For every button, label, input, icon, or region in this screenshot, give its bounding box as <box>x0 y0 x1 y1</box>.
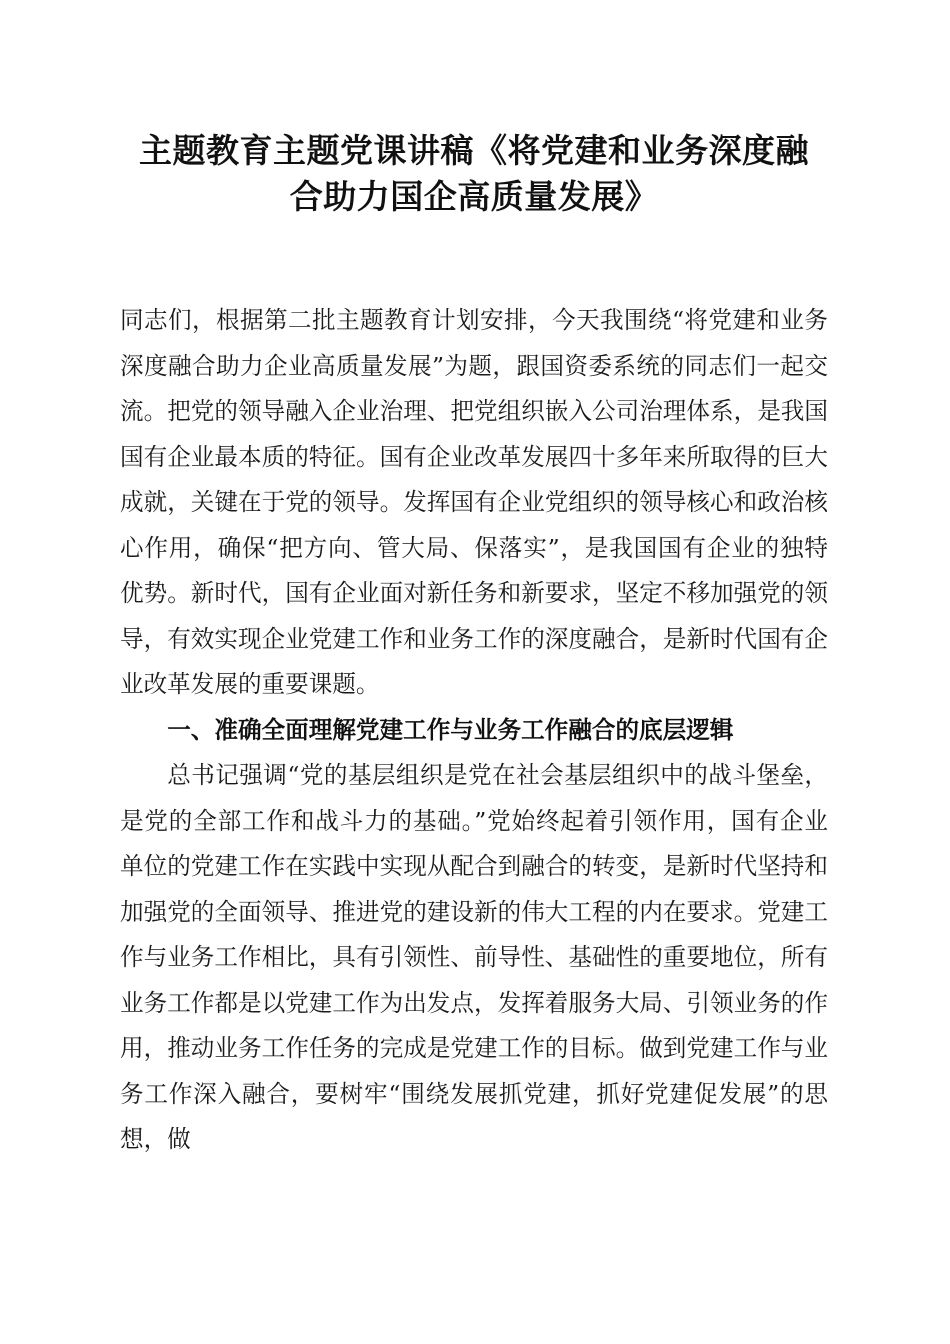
section-heading-1: 一、准确全面理解党建工作与业务工作融合的底层逻辑 <box>167 715 734 744</box>
document-page <box>120 128 828 1163</box>
title-line-1: 主题教育主题党课讲稿《将党建和业务深度融 <box>139 131 809 170</box>
section-1-paragraph: 总书记强调“党的基层组织是党在社会基层组织中的战斗堡垒，是党的全部工作和战斗力的基础。”党始终起着引领作用，国有企业单位的党建工作在实践中实现从配合到融合的转变，是新时代坚持和加强党的全面领导、推进党的建设新的伟大工程的内在要求。党建工作与业务工作相比，具有引领性、前导性、基础性的重要地位，所有业务工作都是以党建工作为出发点，发挥着服务大局、引领业务的作用，推动业务工作任务的完成是党建工作的目标。做到党建工作与业务工作深入融合，要树牢“围绕发展抓党建，抓好党建促发展”的思想，做 <box>120 761 828 1153</box>
document-body <box>120 298 828 1163</box>
title-line-2: 合助力国企高质量发展》 <box>289 177 659 216</box>
intro-paragraph: 同志们，根据第二批主题教育计划安排，今天我围绕“将党建和业务深度融合助力企业高质量发展”为题，跟国资委系统的同志们一起交流。把党的领导融入企业治理、把党组织嵌入公司治理体系，是我国国有企业最本质的特征。国有企业改革发展四十多年来所取得的巨大成就，关键在于党的领导。发挥国有企业党组织的领导核心和政治核心作用，确保“把方向、管大局、保落实”，是我国国有企业的独特优势。新时代，国有企业面对新任务和新要求，坚定不移加强党的领导，有效实现企业党建工作和业务工作的深度融合，是新时代国有企业改革发展的重要课题。 <box>120 306 828 698</box>
document-title <box>120 128 828 220</box>
